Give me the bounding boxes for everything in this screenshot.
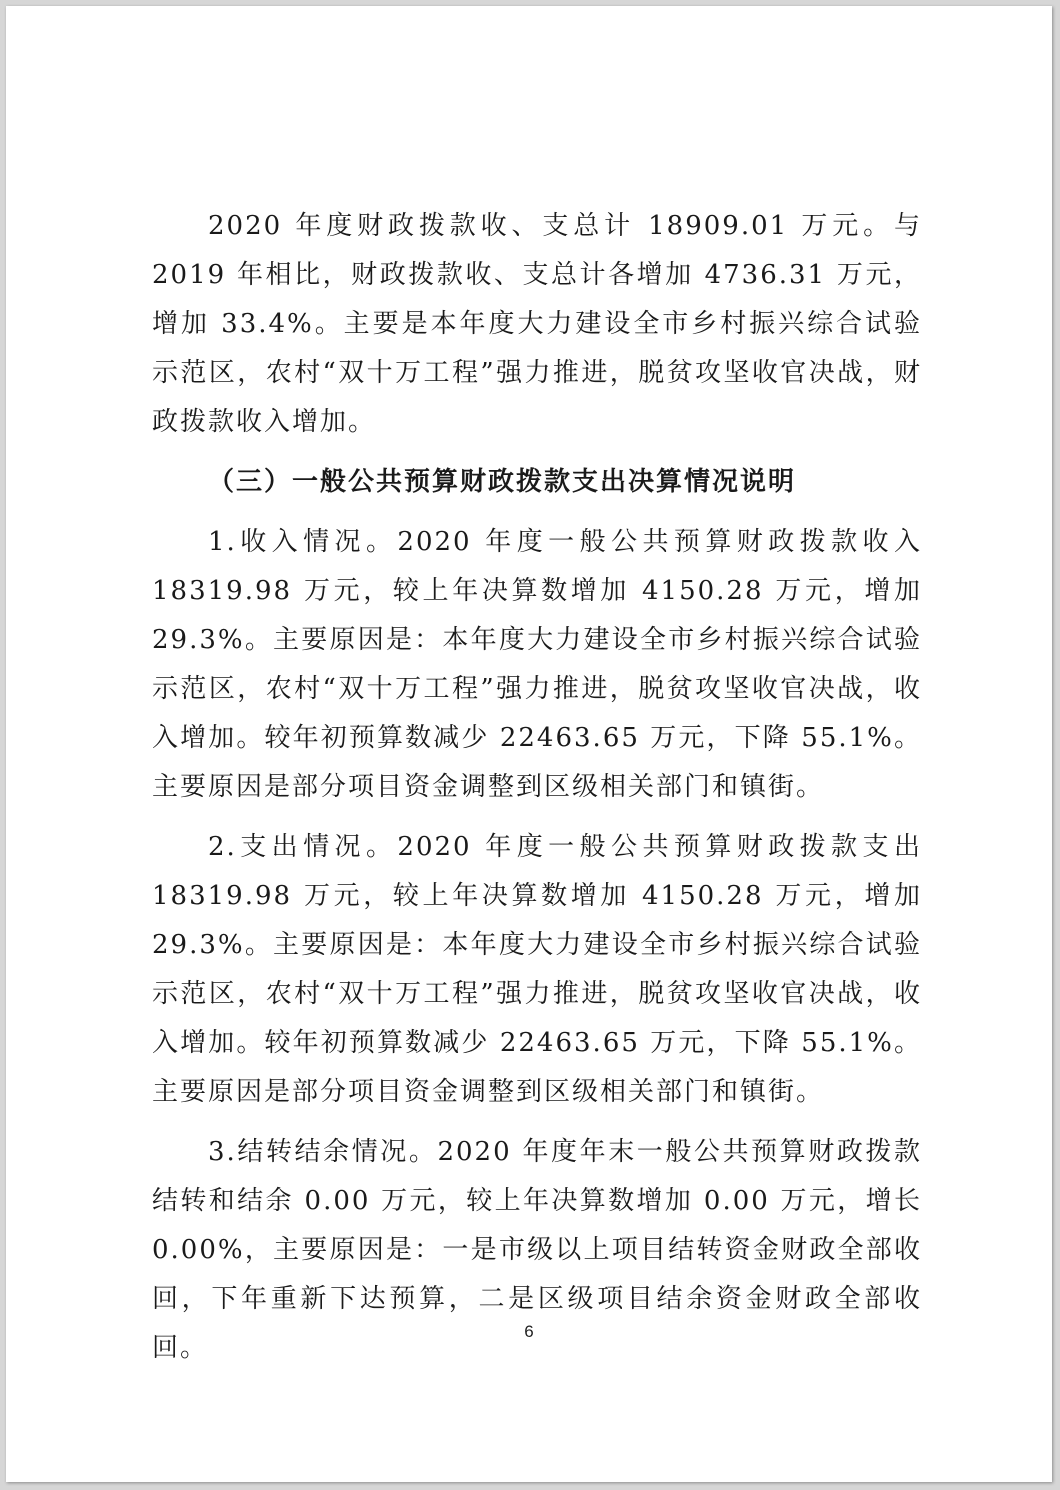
section-heading: （三）一般公共预算财政拨款支出决算情况说明 (208, 467, 797, 497)
paragraph-summary: 2020 年度财政拨款收、支总计 18909.01 万元。与 2019 年相比，财政拨款收、支总计各增加 4736.31 万元，增加 33.4%。主要是本年度大力建设全市乡村振兴综合试验示范区，农村“双十万工程”强力推进，脱贫攻坚收官决战，财政拨款收入增加。 (152, 211, 922, 437)
paragraph-carryover: 3.结转结余情况。2020 年度年末一般公共预算财政拨款结转和结余 0.00 万元，较上年决算数增加 0.00 万元，增长 0.00%，主要原因是：一是市级以上项目结转资金财政全部收回，下年重新下达预算，二是区级项目结余资金财政全部收回。 (152, 1137, 922, 1363)
paragraph-expenditure: 2.支出情况。2020 年度一般公共预算财政拨款支出 18319.98 万元，较上年决算数增加 4150.28 万元，增加 29.3%。主要原因是：本年度大力建设全市乡村振兴综合试验示范区，农村“双十万工程”强力推进，脱贫攻坚收官决战，收入增加。较年初预算数减少 22463.65 万元，下降 55.1%。主要原因是部分项目资金调整到区级相关部门和镇街。 (152, 832, 922, 1107)
paragraph-income: 1.收入情况。2020 年度一般公共预算财政拨款收入 18319.98 万元，较上年决算数增加 4150.28 万元，增加 29.3%。主要原因是：本年度大力建设全市乡村振兴综合试验示范区，农村“双十万工程”强力推进，脱贫攻坚收官决战，收入增加。较年初预算数减少 22463.65 万元，下降 55.1%。主要原因是部分项目资金调整到区级相关部门和镇街。 (152, 527, 922, 802)
page-number: 6 (524, 1322, 534, 1341)
page-content (152, 202, 922, 1384)
document-page (6, 6, 1052, 1482)
